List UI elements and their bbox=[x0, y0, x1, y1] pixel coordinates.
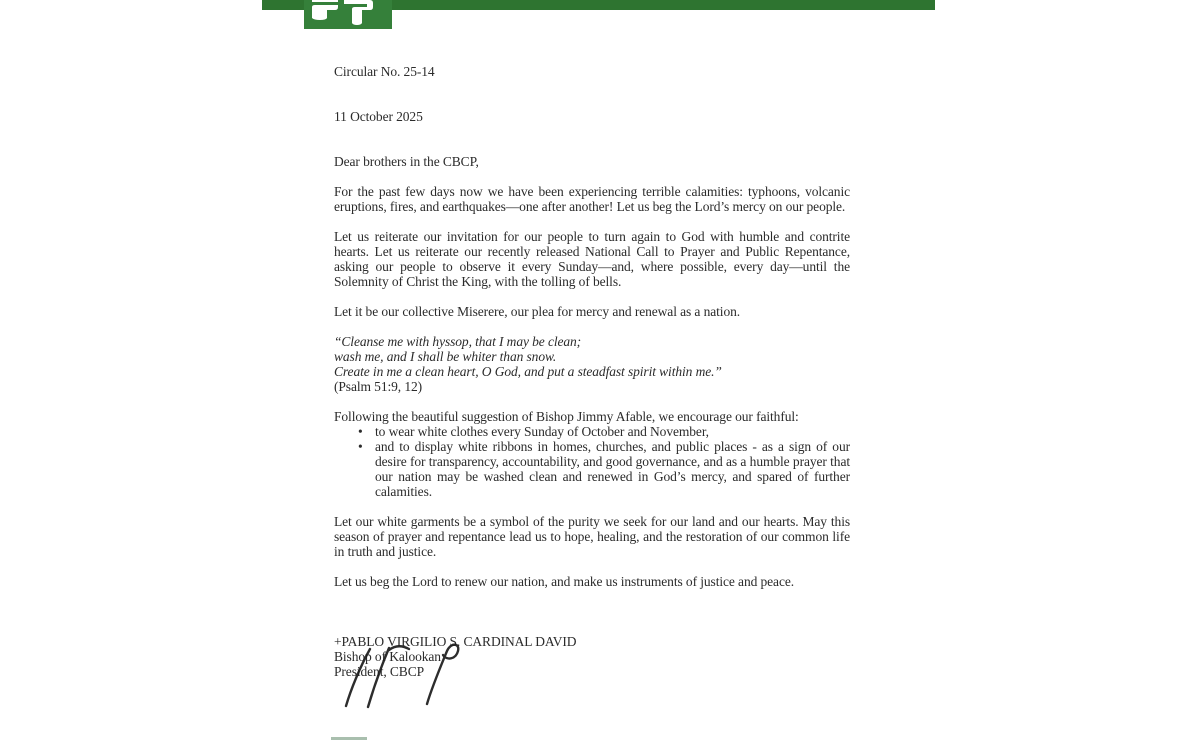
bullet-white-ribbons: • and to display white ribbons in homes, churches, and public places - as a sign of our desire for transparency, accountability, and good governance, and as a humble prayer that our nation may be washed clean and renewed in God’s mercy, and spared of further calamities. bbox=[375, 439, 850, 499]
cbcp-cross-icon bbox=[304, 0, 392, 29]
quote-line-1: “Cleanse me with hyssop, that I may be clean; bbox=[334, 334, 582, 349]
psalm-quote bbox=[334, 334, 850, 394]
paragraph-miserere: Let it be our collective Miserere, our plea for mercy and renewal as a nation. bbox=[334, 304, 741, 319]
signatory-title-bishop: Bishop of Kalookan bbox=[334, 649, 441, 664]
letter-date: 11 October 2025 bbox=[334, 109, 423, 124]
encouragement-intro: Following the beautiful suggestion of Bishop Jimmy Afable, we encourage our faithful: bbox=[334, 409, 799, 424]
bullet-white-clothes: • to wear white clothes every Sunday of October and November, bbox=[375, 424, 850, 439]
circular-number: Circular No. 25-14 bbox=[334, 64, 435, 79]
quote-line-3: Create in me a clean heart, O God, and put a steadfast spirit within me.” bbox=[334, 364, 722, 379]
paragraph-renew-nation: Let us beg the Lord to renew our nation, and make us instruments of justice and peace. bbox=[334, 574, 795, 589]
quote-citation: (Psalm 51:9, 12) bbox=[334, 379, 423, 394]
encouragement-list bbox=[334, 424, 850, 499]
signatory-title-president: President, CBCP bbox=[334, 664, 425, 679]
paragraph-reiterate: Let us reiterate our invitation for our people to turn again to God with humble and contrite hearts. Let us reiterate our recently released National Call to Prayer and Public Repentance, asking our people to observe it every Sunday—and, where possible, every day—until the Solemnity of Christ the King, with the tolling of bells. bbox=[334, 229, 850, 289]
signatory-name: +PABLO VIRGILIO S. CARDINAL DAVID bbox=[334, 634, 577, 649]
paragraph-calamities: For the past few days now we have been experiencing terrible calamities: typhoons, volcanic eruptions, fires, and earthquakes—one after another! Let us beg the Lord’s mercy on our people. bbox=[334, 184, 850, 214]
cbcp-logo bbox=[304, 0, 392, 29]
letter-body bbox=[334, 64, 850, 679]
salutation: Dear brothers in the CBCP, bbox=[334, 154, 479, 169]
signature-block bbox=[334, 634, 850, 679]
quote-line-2: wash me, and I shall be whiter than snow. bbox=[334, 349, 557, 364]
paragraph-white-garments: Let our white garments be a symbol of the purity we seek for our land and our hearts. May this season of prayer and repentance lead us to hope, healing, and the restoration of our common life in truth and justice. bbox=[334, 514, 850, 559]
